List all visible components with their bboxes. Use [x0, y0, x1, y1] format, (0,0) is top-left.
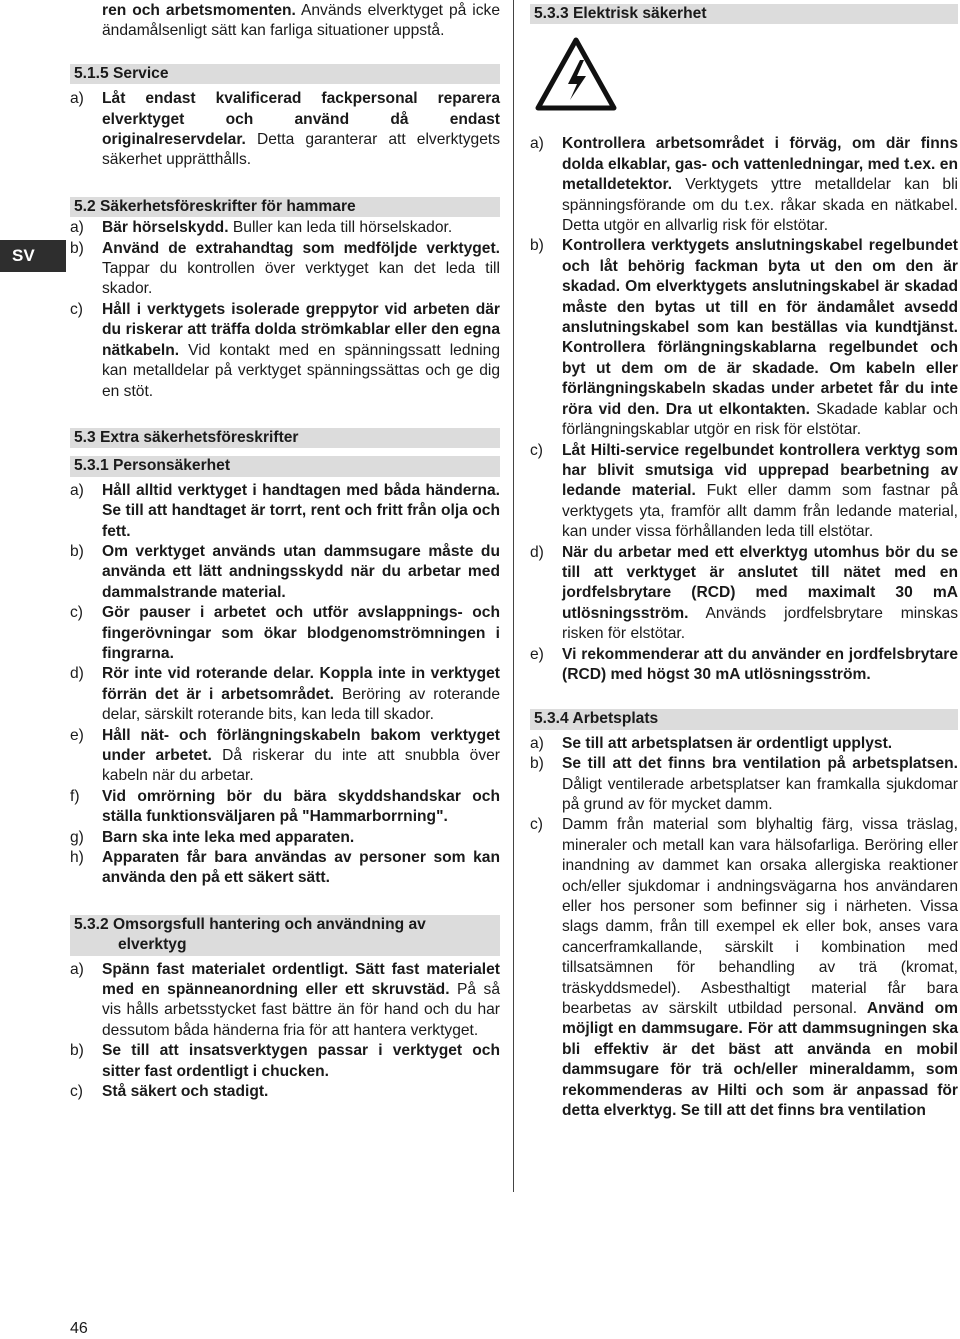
list-item: a) Kontrollera arbetsområdet i förväg, om där finns dolda elkablar, gas- och vattenledningar, med t.ex. en metalldetektor. Verktygets yttre metalldelar kan bli spänningsförande om du t.ex. råkar skada en nätkabel. Detta utgör en allvarlig risk för elstötar. [530, 135, 958, 235]
language-tab: SV [0, 240, 66, 272]
list-item: e) Vi rekommenderar att du använder en jordfelsbrytare (RCD) med högst 30 mA utlösningsström. [530, 645, 958, 683]
section-5-3-heading: 5.3 Extra säkerhetsföreskrifter [70, 428, 500, 448]
list-item: b) Om verktyget används utan dammsugare måste du använda ett lätt andningsskydd när du arbetar med dammalstrande material. [70, 542, 500, 601]
intro-paragraph: ren och arbetsmomenten. Används elverktyget på icke ändamålsenligt sätt kan farliga situationer uppstå. [102, 2, 500, 40]
section-5-1-5-heading: 5.1.5 Service [70, 64, 500, 84]
section-5-2-heading: 5.2 Säkerhetsföreskrifter för hammare [70, 197, 500, 217]
list-item: b) Se till att det finns bra ventilation på arbetsplatsen. Dåligt ventilerade arbetsplatser kan framkalla sjukdomar på grund av för mycket damm. [530, 755, 958, 813]
list-item: c) Låt Hilti-service regelbundet kontrollera verktyg som har blivit smutsiga vid upprepad bearbetning av ledande material. Fukt eller damm som fastnar på verktygets yta, framför allt damm från ledande material, kan under vissa förhållanden leda till elstötar. [530, 441, 959, 541]
list-item: b) Använd de extrahandtag som medföljde verktyget. Tappar du kontrollen över verktyget kan det leda till skador. [70, 239, 500, 298]
list-item: c) Håll i verktygets isolerade greppytor vid arbeten där du riskerar att träffa dolda strömkablar eller den egna nätkabeln. Vid kontakt med en spänningssatt ledning kan metalldelar på verktyget spänningssättas och ge dig en stöt. [70, 300, 500, 400]
list-item: h) Apparaten får bara användas av personer som kan använda den på ett säkert sätt. [70, 849, 500, 887]
list-item: a) Se till att arbetsplatsen är ordentligt upplyst. [530, 734, 893, 752]
list-item: c) Damm från material som blyhaltig färg, vissa träslag, mineraler och metall kan vara hälsofarliga. Beröring eller inandning av dammet kan orsaka allergiska reaktioner och/eller sjukdomar i andningsvägarna hos användaren eller hos personer som befinner sig i närheten. Vissa slags damm, från till exempel ek eller bok, anses vara cancerframkallande, särskilt i kombination med tillsatsämnen för behandling av trä (kromat, träskyddsmedel). Asbesthaltigt material får bara bearbetas av särskilt utbildad personal. Använd om möjligt en dammsugare. För att dammsugningen ska bli effektiv är det bäst att använda en mobil dammsugare för trä och/eller mineraldamm, som rekommenderas av Hilti och som är anpassad för detta elverktyg. Se till att det finns bra ventilation [530, 816, 958, 1120]
section-5-3-1-heading: 5.3.1 Personsäkerhet [70, 456, 500, 476]
list-item: a) Håll alltid verktyget i handtagen med båda händerna. Se till att handtaget är torrt, rent och fritt från olja och fett. [70, 481, 500, 540]
list-item: f) Vid omrörning bör du bära skyddshandskar och ställa funktionsväljaren på "Hammarborrning". [70, 787, 500, 826]
column-divider [513, 0, 514, 1192]
list-item: d) När du arbetar med ett elverktyg utomhus bör du se till att verktyget är anslutet till nätet med en jordfelsbrytare (RCD) med maximalt 30 mA utlösningsström. Används jordfelsbrytare minskas risken för elstötar. [530, 543, 958, 643]
list-item: a) Bär hörselskydd. Buller kan leda till hörselskador. [70, 219, 453, 237]
list-item: e) Håll nät- och förlängningskabeln bakom verktyget under arbetet. Då riskerar du inte att snubbla över kabeln när du arbetar. [70, 726, 500, 785]
section-5-3-2-heading: 5.3.2 Omsorgsfull hantering och användning av elverktyg [70, 915, 500, 956]
list-item: b) Kontrollera verktygets anslutningskabel regelbundet och låt behörig fackman byta ut den om den är skadad. Om elverktygets anslutningskabel är skadad måste den bytas ut till en för ändamålet avsedd anslutningskabel som kan beställas via kundtjänst. Kontrollera förlängningskablarna regelbundet och byt ut dem om de är skadade. Om kabeln eller förlängningskabeln skadas under arbetet får du inte röra vid den. Dra ut elkontakten. Skadade kablar och förlängningskablar utgör en risk för elstötar. [530, 237, 958, 439]
list-item: d) Rör inte vid roterande delar. Koppla inte in verktyget förrän det är i arbetsområdet. Beröring av roterande delar, särskilt roterande bits, kan leda till skador. [70, 665, 500, 724]
section-5-3-4-heading: 5.3.4 Arbetsplats [530, 709, 958, 729]
list-item: c) Stå säkert och stadigt. [70, 1083, 269, 1101]
left-column [70, 0, 500, 1103]
right-column [530, 0, 958, 1122]
high-voltage-warning-icon [534, 36, 958, 120]
section-5-3-3-heading: 5.3.3 Elektrisk säkerhet [530, 4, 958, 24]
list-item: g) Barn ska inte leka med apparaten. [70, 828, 355, 846]
list-item: a) Spänn fast materialet ordentligt. Sätt fast materialet med en spänneanordning eller ett skruvstäd. På så vis hålls arbetsstycket fast bättre än för hand och du har dessutom båda händerna fria för att hantera verktyget. [70, 960, 500, 1039]
list-item: c) Gör pauser i arbetet och utför avslappnings- och fingerövningar som ökar blodgenomströmningen i fingrarna. [70, 604, 500, 662]
list-item: a) Låt endast kvalificerad fackpersonal reparera elverktyget och använd då endast originalreservdelar. Detta garanterar att elverktygets säkerhet upprätthålls. [70, 90, 500, 169]
list-item: b) Se till att insatsverktygen passar i verktyget och sitter fast ordentligt i chucken. [70, 1042, 500, 1080]
page-number: 46 [70, 1320, 88, 1337]
